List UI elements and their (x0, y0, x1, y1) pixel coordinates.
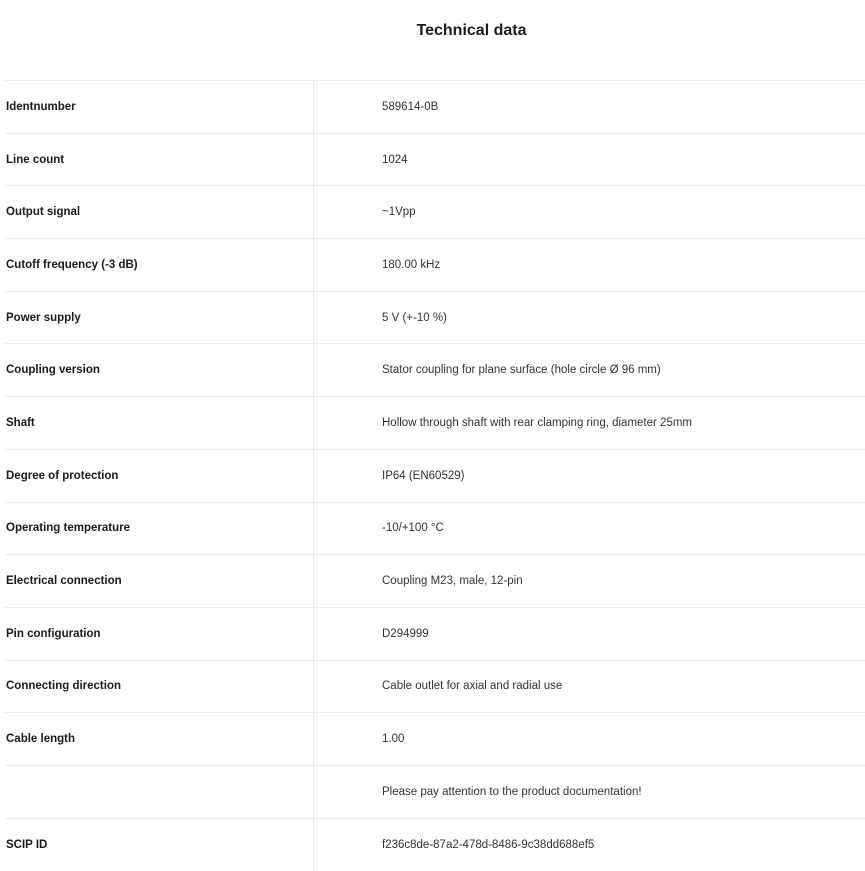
row-label: Degree of protection (5, 449, 314, 502)
row-value: IP64 (EN60529) (314, 449, 865, 502)
row-value: Please pay attention to the product documentation! (314, 765, 865, 818)
row-label: Output signal (5, 186, 314, 239)
row-label: Power supply (5, 291, 314, 344)
row-value: 5 V (+-10 %) (314, 291, 865, 344)
table-row (5, 449, 865, 502)
row-value: Stator coupling for plane surface (hole circle Ø 96 mm) (314, 344, 865, 397)
row-label: Electrical connection (5, 555, 314, 608)
row-label: Coupling version (5, 344, 314, 397)
table-row (5, 660, 865, 713)
table-row (5, 818, 865, 871)
row-value: ~1Vpp (314, 186, 865, 239)
row-label: SCIP ID (5, 818, 314, 871)
table-row (5, 397, 865, 450)
row-label: Cable length (5, 713, 314, 766)
technical-data-table (5, 80, 865, 871)
row-value: Coupling M23, male, 12-pin (314, 555, 865, 608)
row-value: 589614-0B (314, 81, 865, 134)
row-value: 1024 (314, 133, 865, 186)
table-row (5, 555, 865, 608)
table-row (5, 133, 865, 186)
table-row (5, 502, 865, 555)
table-row (5, 713, 865, 766)
table-row (5, 291, 865, 344)
table-row (5, 81, 865, 134)
table-row (5, 186, 865, 239)
table-row (5, 344, 865, 397)
row-label: Identnumber (5, 81, 314, 134)
row-label: Pin configuration (5, 607, 314, 660)
table-row (5, 607, 865, 660)
row-label (5, 765, 314, 818)
row-label: Connecting direction (5, 660, 314, 713)
row-value: f236c8de-87a2-478d-8486-9c38dd688ef5 (314, 818, 865, 871)
table-row (5, 239, 865, 292)
row-label: Cutoff frequency (-3 dB) (5, 239, 314, 292)
table-row (5, 765, 865, 818)
row-value: Hollow through shaft with rear clamping ring, diameter 25mm (314, 397, 865, 450)
row-value: -10/+100 °C (314, 502, 865, 555)
row-value: Cable outlet for axial and radial use (314, 660, 865, 713)
row-label: Operating temperature (5, 502, 314, 555)
row-label: Line count (5, 133, 314, 186)
row-label: Shaft (5, 397, 314, 450)
row-value: 1.00 (314, 713, 865, 766)
row-value: D294999 (314, 607, 865, 660)
row-value: 180.00 kHz (314, 239, 865, 292)
page-title: Technical data (0, 22, 865, 40)
